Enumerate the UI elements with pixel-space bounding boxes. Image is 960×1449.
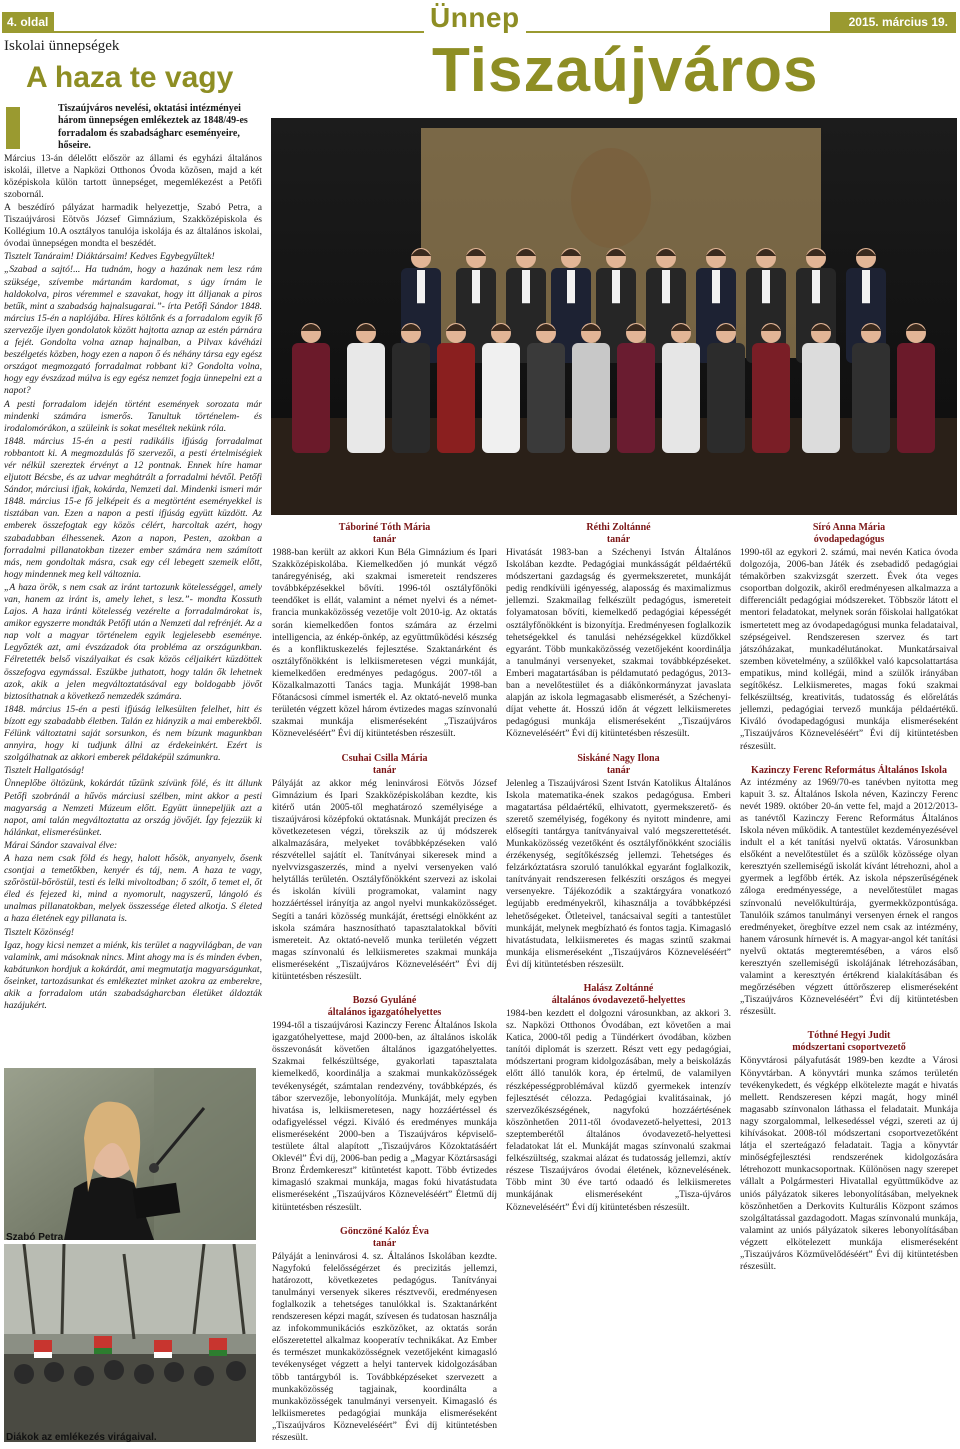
award-entry <box>506 522 731 741</box>
award-entry <box>272 1226 497 1445</box>
article-paragraph: 1848. március 15-én a pesti radikális ifjúság forradalmat robbantott ki. A megmozdulás fő szervezői, a pesti értelmiségiek vér nélkül szereztek érvényt a 12 pontnak. Ennek híre hamar eljutott Bécsbe, és az udvar meghátrált a forradalmi hévtől. Petőfi Sándor, márciusi ifjak, kokárda, Nemzeti dal. Mindenki ismeri már 1848. március 15-e fő jelképeit és a megtörtént eseményekkel is tisztában van. Ezen a napon a pesti ifjúság együtt küzdött. Az emberek összefogtak egy közös célért, harcoltak azért, hogy szabadabban élhessenek. Azon a napon, Pesten, azokban a forradalmi pillanatokban tizezer ember számára nem számított más, nem gondoltak másra, csak egy cél lebegett szemeik előtt, hogy mindennek meg kell változnia. <box>4 435 262 580</box>
award-entry <box>272 753 497 984</box>
page-number-badge: 4. oldal <box>2 12 54 32</box>
award-entry <box>272 995 497 1214</box>
award-text: 1994-től a tiszaújvárosi Kazinczy Ferenc Általános Iskola igazgatóhelyettese, majd 2000-ben, az általános iskolák összevonását követően általános igazgatóhelyettes. Szakmai felkészültsége, gyakorlati tapasztalata kiemelkedő, koordinálja a szakmai munkaközösségek tevékenységét, számtalan rendezvény, továbbképzés, és tábor szervezője, lebonyolítója. Munkáját, mely egyben hivatása is, lelkiismeretesen, nagy hozzáértéssel és odafigyeléssel végzi. Kiváló és eredményes munkája elismeréseként 2000-ben a Tiszaújváros képviselő-testülete által alapított „Tiszaújváros Közoktatásáért Oklevél” Évi díj, 2006-ban pedig a „Magyar Köztársasági Bronz Érdemkereszt” kitüntetést kapott. Több évtizedes kimagasló szakmai munkája, magas fokú hivatástudata elismeréseként „Tiszaújváros Közneveléséért” Életmű díj kitüntetésben részesült. <box>272 1020 497 1213</box>
header-rule-left <box>2 31 424 33</box>
article-paragraph: Tisztelt Tanáraim! Diáktársaim! Kedves Egybegyűltek! <box>4 251 215 263</box>
article-paragraph: „A haza örök, s nem csak az iránt tartozunk kötelességgel, amely van, hanem az iránt is, amely lehet, s lesz.”- mondta Kossuth Lajos. A haza iránti kötelesség vezérelte a forradalmárokat is, amikor egyszerre mondták Petőfi után a Nemzeti dal refrénjét. Az a nap volt a magyar történelem egyik legjelesebb eseménye. Legyőzték azt, ami évszázadok óta probléma az országunkban. Félretették belső viszályaikat és csak közös céljaikért küzdöttek összefogva egymással. Eszükbe juthatott, hogy talán ők lehetnek azok, akik a jelen megváltoztatásával egy boldogabb jövőt biztosíthatnak a következő nemzedék számára. <box>4 581 262 702</box>
square-bar-icon <box>6 107 20 149</box>
article-paragraph: 1848. március 15-én a pesti ifjúság lelkesülten felelhet, hitt és bízott egy szabadabb életben. Talán ez hiányzik a mai emberekből. Félünk változtatni saját sorsunkon, és nem bízunk magunkban annyira, hogy ki tudjunk állni az érdekeinkért. Ezért is szolgálhatnak az akkori emberek példaképül számunkra. <box>4 703 262 764</box>
city-title: Tiszaújváros <box>432 36 819 105</box>
awards-column-1 <box>272 522 497 1449</box>
award-text: 1990-től az egykori 2. számú, mai nevén Katica óvoda dolgozója, 2006-ban Játék és zsebadidő pedagógiai témakörben szakvizsgát szerzett. Évek óta veges csoportban dolgozik, akiről eredményesen alkalmazza a differenciált pedagógiai módszereket. Többször látott el mentori feladatokat, melynek során főiskolai hallgatókat ismertetett meg az óvodapedagógusi munka feladataival, szépségeivel. Rendszeresen szervez és tart játszóházakat, munkadélutánokat. Munkatársaival szemben követelmény, a szülőkkel való kapcsolattartása empatikus, mind kollégái, mind a szülők irányában segítőkész. Lelkiismeretes, magas fokú szakmai felkészültség, kreativitás, tudatosság és előrelátás jellemzi, pedagógiai tervező munkája példaértékű. Kiváló óvodapedagógusi munkája elismeréseként „Tiszaújváros Közneveléséért” Évi díj kitüntetésben részesült. <box>740 547 958 752</box>
article-body <box>4 153 262 1013</box>
award-text: Pályáját az akkor még leninvárosi Eötvös József Gimnázium és Ipari Szakközépiskolában kezdte, kis kitérő után 2005-től meghatározó személyisége a tiszaújvárosi középfokú oktatásnak. Munkáját precízen és következetesen végzi, törekszik az új módszerek alkalmazására, melyeket továbbképzéseken való részvétellel sajátít el. Tanítványai sikeresek mind a nyelvvizsgaszerzés, mind a nyelvi versenyeken való helytállás területén. Osztályfőnökként szervezi az iskolai és iskolán kívüli programokat, valamint nagy hozzáértéssel irányítja az angol nyelvi munkaközösséget. Segíti a tanári közösség munkáját, érettségi elnökként az iskola számára hasznosítható tapasztalatokkal bővíti ismereteit. Az oktató-nevelő munka területén végzett magas színvonalú és lelkiismeretes szakmai munkája elismeréseként „Tiszaújváros Közneveléséért” Évi díj kitüntetésben részesült. <box>272 777 497 982</box>
article-paragraph: Igaz, hogy kicsi nemzet a miénk, kis terület a nagyvilágban, de van valamink, ami másoknak nincs. Mint ahogy ma is és minden évben, kabátunkon hordjuk a kokárdát, ami megmutatja magyarságunkat, őseinket, tartozásunkat és emlékeztet minket azokra az emberekre, akik a forradalom után szabadságharcban életüket áldozták hazájukért. <box>4 939 262 1012</box>
award-role: óvodapedagógus <box>813 534 885 545</box>
article-paragraph: Márai Sándor szavaival élve: <box>4 839 118 851</box>
award-name: Halász Zoltánné <box>583 983 654 994</box>
lead-article <box>4 38 262 1013</box>
award-name: Réthi Zoltánné <box>586 522 651 533</box>
awards-column-2 <box>506 522 731 1226</box>
award-name: Síró Anna Mária <box>812 522 886 533</box>
group-photo <box>271 118 957 515</box>
article-paragraph: Tisztelt Közönség! <box>4 926 75 938</box>
award-entry <box>272 522 497 741</box>
award-text: Jelenleg a Tiszaújvárosi Szent István Katolikus Általános Iskola matematika-ének szakos pedagógusa. Emberi magatartása példaértékű, elhivatott, gyermekszerető- és szerető személyiség, fogékony és nyitott mindenre, ami elősegíti tantárgya tanítványaival való megszerettetését. Munkaközösség vezetőként és osztályfőnökként szociális érzékenység, segítőkészség jellemzi. Tehetséges és felzárkóztatásra szoruló tanulókkal egyaránt foglalkozik, tanítványait rendszeresen felkészíti országos és megyei versenyekre. Tájékozódik a szaktárgyára vonatkozó legújabb eredményekről, kihasználja a továbbképzési lehetőségeket. Ötleteivel, tanácsaival segíti a tantestület munkáját, melynek megbízható és fontos tagja. Kimagasló hivatástudata, lelkiismeretes és magas szintű szakmai munkája elismeréseként „Tiszaújváros Közneveléséért” Évi díj kitüntetésben részesült. <box>506 777 731 970</box>
award-entry <box>740 1030 958 1273</box>
article-paragraph: „Szabad a sajtó!... Ha tudnám, hogy a hazának nem lesz rám szüksége, szívembe mártanám kardomat, s úgy írnám le haldokolva, piros véremmel e szavakat, hogy itt álljanak a piros betűk, mint a szabadság hajnalsugarai.”- írta Petőfi Sándor 1848. március 15-én a naplójába. Híres költőnk és a forradalom egyik fő szervezője ilyen gondolatok között hajtotta aznap az estén párnára a fejét. Gondolta volna aznap hajnalban, a Pilvax kávéházi beszélgetés közben, hogy ezen a napon ő és néhány társa egy egész országot megmozgató forradalmat robbant ki? Gondolta volna, hogy egy évszázad múlva is egy egész nemzet fogja ünnepelni ezt a napot? <box>4 264 262 397</box>
lead-block <box>4 103 262 153</box>
award-text: 1984-ben kezdett el dolgozni városunkban, az akkori 3. sz. Napközi Otthonos Óvodában, ezt követően a mai Katica, 2000-től pedig a Tündérkert óvodában, közben tanítói diplomát is szerzett. Részt vett egy pedagógiai, módszertani program kidolgozásában, mely a beiskolázás előtt álló tanulók kora, ép értelmű, de valamilyen részképességproblémával küzdő gyermekek intenzív fejlesztését célozza. Pedagógiai kvalitásainak, jó szervezőkészségének, nagyfokú hozzáértésének köszönhetően 2011-től óvodavezető-helyettesi, 2013 szeptemberétől általános óvodavezető-helyettesi feladatokat lát el. Munkáját magas színvonalú szakmai felkészültség, szakmai alázat és tudatosság jellemzi, aktív részese Tiszaújváros óvodai életének, köznevelésének. Több mint 30 éve tartó odaadó és lelkiismeretes munkájának elismeréseként „Tisza-újváros Közneveléséért” Évi díj kitüntetésben részesült. <box>506 1008 731 1213</box>
award-name: Táboriné Tóth Mária <box>338 522 431 533</box>
award-role: általános óvodavezető-helyettes <box>551 995 686 1006</box>
award-text: Pályáját a leninvárosi 4. sz. Általános Iskolában kezdte. Nagyfokú felelősségérzet és precizitás jellemzi, határozott, következetes pedagógus. Tanítványai tanulmányi versenyek sikeres résztvevői, eredményesen foglalkozik a tehetséges tanulókkal is. Szaktanárként rendszeresen képzi magát, szívesen és tudatosan használja az infokommunikációs eszközöket, az oktatás során előszeretettel alkalmaz kooperatív technikákat. Az Ember és természet munkaközösségnek vezetőjeként kimagasló tevékenységet végzett a helyi tantervek kidolgozásában több tantárgyból is. Továbbképzéseket szervezett a munkaközösség tagjainak, koordinálta a munkaközösségek tanulmányi versenyeit. Kimagasló és lelkiismeretes pedagógiai munkája elismeréseként „Tiszaújváros Közneveléséért” Évi díj kitüntetésben részesült. <box>272 1250 497 1443</box>
award-text: Könyvtárosi pályafutását 1989-ben kezdte a Városi Könyvtárban. A könyvtári munka számos területén tevékenykedett, és végképp elkötelezte magát e hivatás mellett. Rendszeresen képzi magát, hogy minél magasabb színvonalon láthassa el feladatait. Munkája nagy szorgalommal, lelkesedéssel végzi, szereti az új kihívásokat. 2008-tól módszertani csoportvezetőként látja el szerteágazó feladatait. Tagja a könyvtár minőségfejlesztési rendszerének kidolgozására létrehozott munkacsoportnak. Különösen nagy szerepet vállalt a Polgármesteri Hivatallal együttműködve az uniós pályázatok sikeres lebonyolításában, melyeknek köszönhetően a Derkovits Kulturális Központ számos szolgáltatással gazdagodott. Magas színvonalú munkája, valamint az uniós pályázatok sikeres lebonyolításában végzett elkötelezett munkája elismeréseként „Tiszaújváros Közművelődéséért” Évi díj kitüntetésben részesült. <box>740 1055 958 1273</box>
article-paragraph: A haza nem csak föld és hegy, halott hősök, anyanyelv, ősenk csontjai a temetőkben, kenyér és táj, nem. A haza te vagy, szőröstül-bőröstül, testi és lelki mivoltodban; ő szólt, ő temet el, őt éled és fejezed ki, mind a nyomorult, nagyszerű, lángoló és unalmas pillanatokban, melyek összessége életed alkotja. S életed a haza életének egy pillanata is. <box>4 852 262 925</box>
article-paragraph: Ünneplőbe öltözünk, kokárdát tűzünk szívünk fölé, és itt állunk Petőfi szobránál a hűvös márciusi szélben, mint akkor a pesti magyarság a Nemzeti Múzeum előtt. Együtt ünnepeljük azt a napot, ami talán megváltoztatta az ország jövőjét. Így fejezzük ki hálánkat, elismerésünket. <box>4 778 262 838</box>
speaker-photo-caption: Szabó Petra <box>6 1232 64 1243</box>
award-text: 1988-ban került az akkori Kun Béla Gimnázium és Ipari Szakközépiskolába. Kiemelkedően jó munkát végző tanáregyéniség, aki szakmai ismereteit rendszeres továbbképzésekkel bővíti. 1996-tól osztályfőnöki teendőket is ellát, valamint a német nyelvi és a német-francia munkaközösség vezetője volt 2010-ig. Az oktatás során kiemelkedően fontos számára az érzelmi intelligencia, az énkép-önkép, az együttműködési készség és a konfliktuskezelés fejlesztése. Szaktanárként és osztályfőnökként is lelkiismeretesen végzi munkáját, kiemelkedően eredményes pedagógus. 2007-től a Közalkalmazotti Tanács tagja. Munkáját 1998-ban Főtanácsosi címmel ismerték el. Az oktató-nevelő munka területén végzett közel három évtizedes magas színvonalú szakmai munkája elismeréseként „Tiszaújváros Közneveléséért” Évi díj kitüntetésben részesült. <box>272 547 497 740</box>
award-entry <box>740 522 958 753</box>
article-paragraph: A pesti forradalom idején történt események sorozata már mindenki számára ismerős. Tanultuk történelem- és irodalomórákon, a szüleink is sokat meséltek nekünk róla. <box>4 398 262 434</box>
award-name: Csuhai Csilla Mária <box>341 752 428 764</box>
award-text: Hivatását 1983-ban a Széchenyi István Általános Iskolában kezdte. Pedagógiai munkásságát példaértékű módszertani gazdagság és gyermekszeretet, munkáját pedig rendkívüli igényesség, alaposság és maximalizmus jellemzi. Szakmailag felkészült pedagógus, ismereteit folyamatosan bővíti, kiemelkedő pedagógiai képességét osztályfőnökként is bizonyítja. Eredményesen foglalkozik tehetségekkel és tanulási nehézségekkel küzdőkkel egyaránt. Több munkaközösség vezetőjeként koordinálja a tanulmányi versenyeket, szakmai továbbképzéseket. Emberi magatartásában is példamutató pedagógus, 2013-ban a nevelőtestület és a diákönkormányzat javaslata alapján az iskola legmagasabb elismerését, a Széchenyi-díjat vehette át. Hosszú időn át végzett lelkiismeretes pedagógusi munkája elismeréseként „Tiszaújváros Közneveléséért” Évi díj kitüntetésben részesült. <box>506 547 731 740</box>
award-entry <box>740 765 958 1019</box>
award-text: Az intézmény az 1969/70-es tanévben nyitotta meg kapuit 3. sz. Általános Iskola néven, Kazinczy Ferenc nevét 1989. október 20-án vette fel, majd a 2012/2013-as tanévtől Kazinczy Ferenc Református Általános Iskola néven működik. A tantestület kezdeményezésével indult el a két tanítási nyelvű oktatás. Városunkban elsőként a nevelőtestület és a szülők közössége olyan keresztyén szellemiségű iskolát kívánt létrehozni, ahol a gyermek a legfőbb érték. Az iskola népszerűségének záloga eredményessége, a nevelőtestület magas színvonalú nevelőkultúrája, gyermekközpontúsága. Tanulóik számos tanulmányi versenyen érnek el rangos eredményeket, öregbítve ezzel nem csak az intézmény, hanem városunk hírnevét is. A magyar-angol két tanítási nyelvű oktatás megteremtésében, a város első keresztyén szellemiségű iskolájának létrehozásában, valamint a keresztyén értékrend kialakításában és megőrzésében végzett úttörőszerep elismeréseként „Tiszaújváros Közneveléséért” Évi díj kitüntetésben részesült. <box>740 776 958 1018</box>
award-name: Bozsó Gyuláné <box>352 995 417 1007</box>
award-entry <box>506 753 731 972</box>
article-kicker: Iskolai ünnepségek <box>4 38 120 54</box>
crowd-photo-caption: Diákok az emlékezés virágaival. <box>6 1432 157 1443</box>
award-role: tanár <box>372 764 397 776</box>
award-name: Siskáné Nagy Ilona <box>577 752 660 764</box>
article-paragraph: Március 13-án délelőtt először az állami és egyházi általános iskolái, illetve a Napközi Otthonos Óvoda közösen, majd a két középiskola külön tartott ünnepséget, megemlékezést a Petőfi szobornál. <box>4 152 262 200</box>
speaker-photo <box>4 1068 256 1240</box>
article-paragraph: Tisztelt Hallgatóság! <box>4 765 85 777</box>
award-name: Tóthné Hegyi Judit <box>807 1030 891 1042</box>
article-paragraph: A beszédíró pályázat harmadik helyezettje, Szabó Petra, a Tiszaújvárosi Eötvös József Gimnázium, Szakközépiskola és Kollégium 10.A osztályos tanulója iskolája és az általános iskolai, óvodai ünnepségen mondta el beszédét. <box>4 202 262 250</box>
award-role: tanár <box>606 534 631 545</box>
award-role: tanár <box>372 1237 397 1249</box>
award-role: tanár <box>372 534 397 545</box>
award-role: tanár <box>606 764 631 776</box>
award-name: Gönczöné Kalóz Éva <box>340 1225 429 1237</box>
article-lead: Tiszaújváros nevelési, oktatási intézményei három ünnepségen emlékeztek az 1848/49-es forradalom és szabadságharc eseményeire, hőseire. <box>58 103 248 152</box>
award-role: általános igazgatóhelyettes <box>327 1007 442 1019</box>
date-badge: 2015. március 19. <box>830 12 956 32</box>
awards-column-3 <box>740 522 958 1285</box>
crowd-photo <box>4 1244 256 1442</box>
section-label: Ünnep <box>430 2 520 33</box>
award-entry <box>506 983 731 1214</box>
article-headline: A haza te vagy <box>26 61 234 94</box>
award-name: Kazinczy Ferenc Református Általános Iskola <box>751 764 947 776</box>
award-role: módszertani csoportvezető <box>792 1042 906 1054</box>
